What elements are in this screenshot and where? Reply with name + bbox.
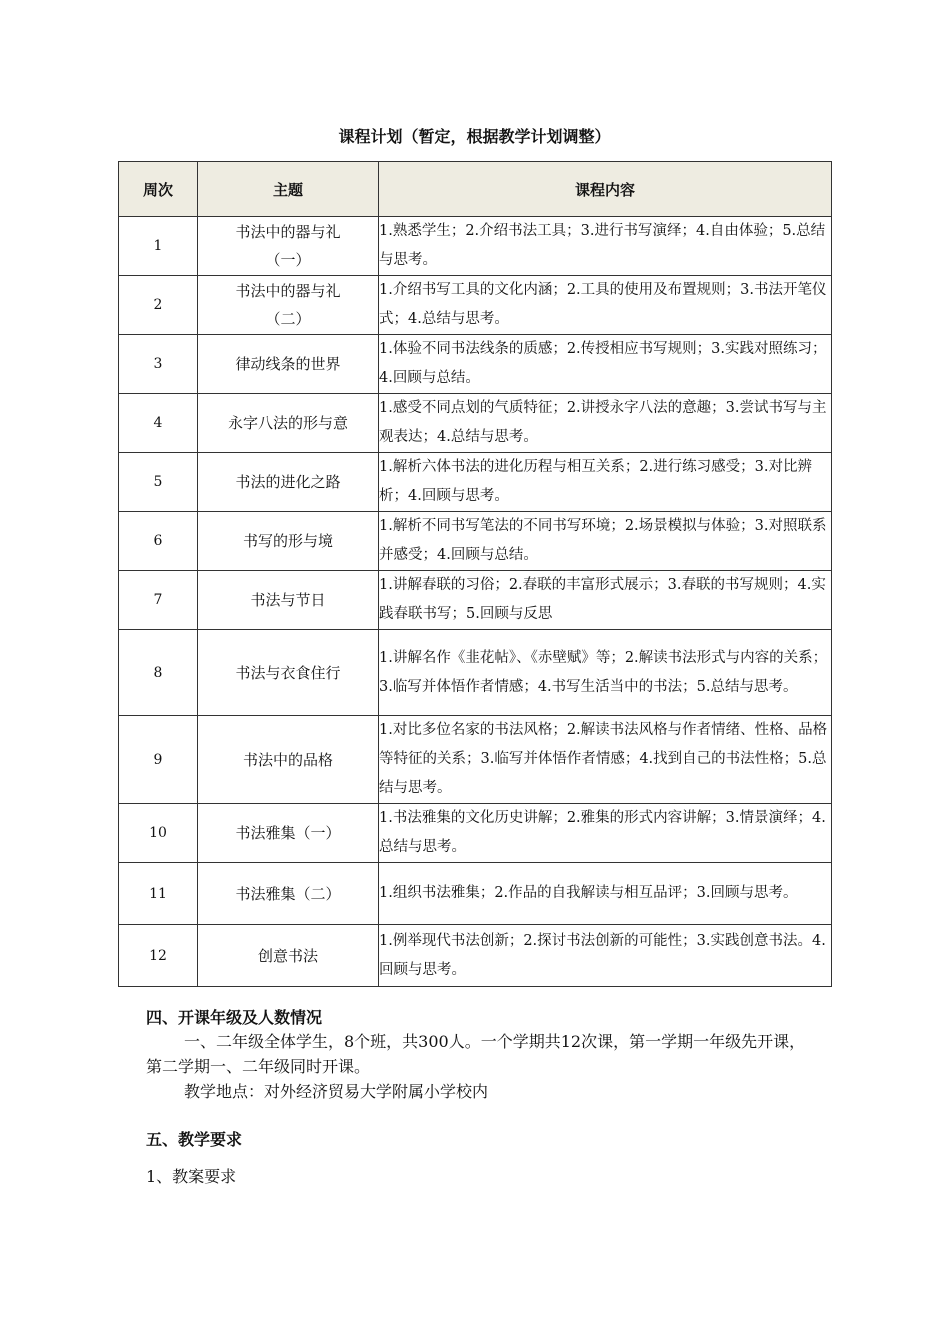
table-row bbox=[119, 863, 832, 925]
section-4-paragraph-1: 一、二年级全体学生，8个班，共300人。一个学期共12次课，第一学期一年级先开课，第二学期一、二年级同时开课。 bbox=[146, 1032, 806, 1076]
table-row bbox=[119, 217, 832, 276]
row-theme-line: （一） bbox=[265, 251, 311, 269]
row-theme-line: 永字八法的形与意 bbox=[227, 414, 348, 432]
section-4-heading: 四、开课年级及人数情况 bbox=[146, 1008, 323, 1027]
row-theme bbox=[198, 394, 379, 453]
row-theme bbox=[198, 217, 379, 276]
row-content: 1.感受不同点划的气质特征；2.讲授永字八法的意趣；3.尝试书写与主观表达；4.总结与思考。 bbox=[379, 394, 832, 453]
table-row bbox=[119, 925, 832, 987]
row-theme-line: 书写的形与境 bbox=[242, 532, 333, 550]
row-theme bbox=[198, 716, 379, 804]
table-row bbox=[119, 394, 832, 453]
row-theme-line: 书法雅集（二） bbox=[235, 884, 341, 903]
table-row bbox=[119, 335, 832, 394]
row-theme-line: （二） bbox=[265, 310, 311, 328]
row-theme bbox=[198, 571, 379, 630]
row-week: 9 bbox=[119, 716, 198, 804]
header-content: 课程内容 bbox=[379, 162, 832, 217]
row-content: 1.讲解春联的习俗；2.春联的丰富形式展示；3.春联的书写规则；4.实践春联书写；5.回顾与反思 bbox=[379, 571, 832, 630]
row-week: 8 bbox=[119, 630, 198, 716]
row-week: 11 bbox=[119, 863, 198, 925]
row-theme-line: 书法雅集（一） bbox=[235, 824, 341, 842]
row-theme bbox=[198, 804, 379, 863]
row-theme-line: 书法的进化之路 bbox=[235, 473, 341, 491]
row-content: 1.组织书法雅集；2.作品的自我解读与相互品评；3.回顾与思考。 bbox=[379, 863, 832, 925]
row-content: 1.对比多位名家的书法风格；2.解读书法风格与作者情绪、性格、品格等特征的关系；3.临写并体悟作者情感；4.找到自己的书法性格；5.总结与思考。 bbox=[379, 716, 832, 804]
row-content: 1.体验不同书法线条的质感；2.传授相应书写规则；3.实践对照练习；4.回顾与总结。 bbox=[379, 335, 832, 394]
row-week: 1 bbox=[119, 217, 198, 276]
table-row bbox=[119, 276, 832, 335]
row-week: 6 bbox=[119, 512, 198, 571]
row-theme bbox=[198, 335, 379, 394]
table-row bbox=[119, 630, 832, 716]
row-content: 1.介绍书写工具的文化内涵；2.工具的使用及布置规则；3.书法开笔仪式；4.总结与思考。 bbox=[379, 276, 832, 335]
row-theme-line: 律动线条的世界 bbox=[235, 355, 341, 373]
section-5-item-1: 1、教案要求 bbox=[146, 1167, 237, 1186]
row-content: 1.解析不同书写笔法的不同书写环境；2.场景模拟与体验；3.对照联系并感受；4.回顾与总结。 bbox=[379, 512, 832, 571]
table-row bbox=[119, 804, 832, 863]
row-week: 7 bbox=[119, 571, 198, 630]
row-content: 1.例举现代书法创新；2.探讨书法创新的可能性；3.实践创意书法。4.回顾与思考。 bbox=[379, 925, 832, 987]
table-row bbox=[119, 716, 832, 804]
table-body bbox=[119, 217, 832, 987]
row-theme-line: 书法中的器与礼 bbox=[235, 223, 341, 241]
table-row bbox=[119, 453, 832, 512]
row-theme-line: 书法中的器与礼 bbox=[235, 282, 341, 300]
row-theme bbox=[198, 630, 379, 716]
row-theme-line: 书法与衣食住行 bbox=[235, 663, 341, 682]
row-week: 12 bbox=[119, 925, 198, 987]
row-theme-line: 书法中的品格 bbox=[242, 750, 333, 769]
row-theme bbox=[198, 276, 379, 335]
row-week: 3 bbox=[119, 335, 198, 394]
row-content: 1.书法雅集的文化历史讲解；2.雅集的形式内容讲解；3.情景演绎；4.总结与思考。 bbox=[379, 804, 832, 863]
row-week: 4 bbox=[119, 394, 198, 453]
table-row bbox=[119, 571, 832, 630]
table-header-row bbox=[119, 162, 832, 217]
row-theme bbox=[198, 925, 379, 987]
header-theme: 主题 bbox=[198, 162, 379, 217]
row-content: 1.讲解名作《韭花帖》、《赤壁赋》等；2.解读书法形式与内容的关系；3.临写并体悟作者情感；4.书写生活当中的书法；5.总结与思考。 bbox=[379, 630, 832, 716]
row-theme bbox=[198, 512, 379, 571]
table-row bbox=[119, 512, 832, 571]
row-week: 5 bbox=[119, 453, 198, 512]
row-week: 2 bbox=[119, 276, 198, 335]
header-week: 周次 bbox=[119, 162, 198, 217]
row-content: 1.熟悉学生；2.介绍书法工具；3.进行书写演绎；4.自由体验；5.总结与思考。 bbox=[379, 217, 832, 276]
row-theme bbox=[198, 453, 379, 512]
section-4-paragraph-2: 教学地点：对外经济贸易大学附属小学校内 bbox=[184, 1082, 489, 1101]
row-theme bbox=[198, 863, 379, 925]
row-week: 10 bbox=[119, 804, 198, 863]
row-content: 1.解析六体书法的进化历程与相互关系；2.进行练习感受；3.对比辨析；4.回顾与思考。 bbox=[379, 453, 832, 512]
row-theme-line: 书法与节日 bbox=[250, 591, 326, 609]
section-5-heading: 五、教学要求 bbox=[146, 1130, 243, 1149]
course-schedule-table bbox=[118, 161, 832, 987]
row-theme-line: 创意书法 bbox=[257, 946, 318, 965]
table-title: 课程计划（暂定，根据教学计划调整） bbox=[338, 127, 611, 146]
